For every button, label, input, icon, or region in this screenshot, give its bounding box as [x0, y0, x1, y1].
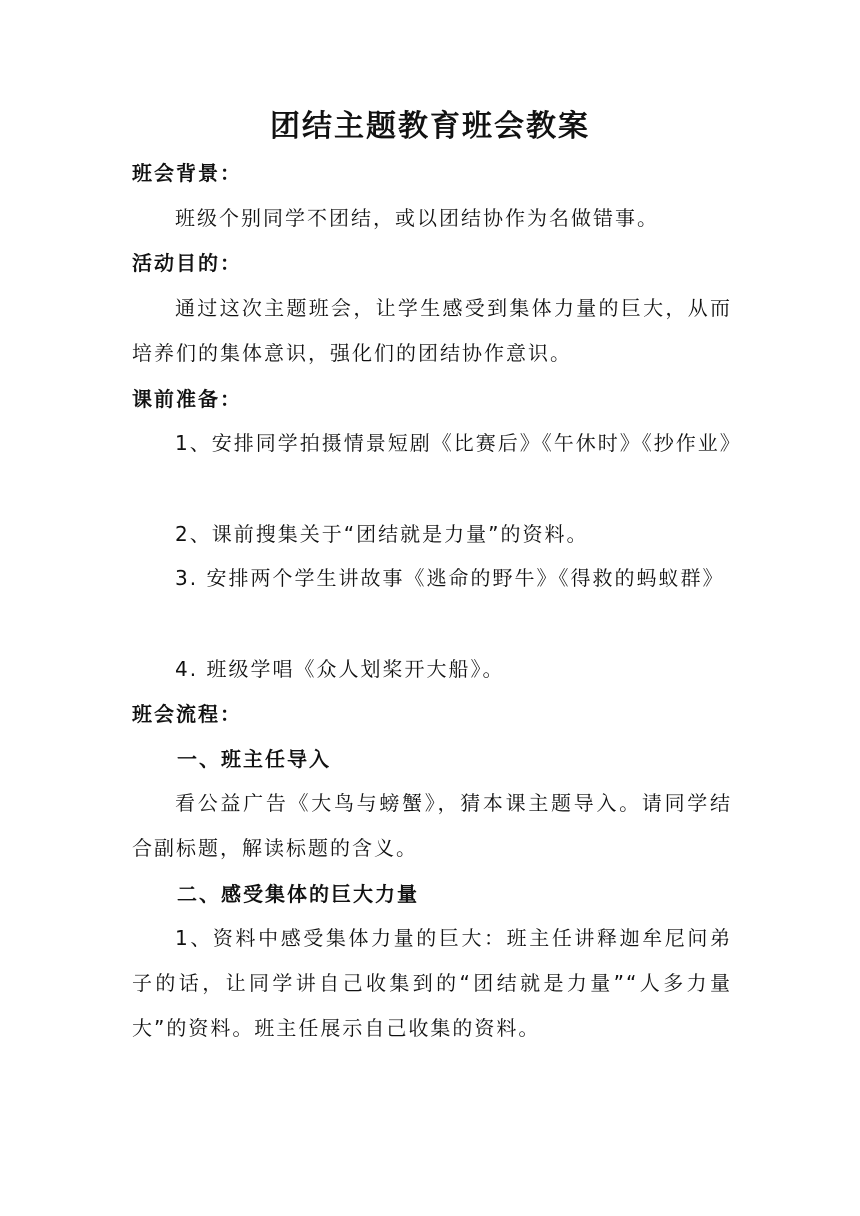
section-heading-background: 班会背景： — [132, 161, 242, 185]
purpose-text: 通过这次主题班会，让学生感受到集体力量的巨大，从而培养们的集体意识，强化们的团结协作意识。 — [132, 296, 732, 365]
document-title: 团结主题教育班会教案 — [270, 109, 590, 144]
process-step-2-title: 二、感受集体的巨大力量 — [177, 882, 419, 906]
section-heading-purpose: 活动目的： — [132, 251, 242, 275]
section-heading-preparation: 课前准备： — [132, 387, 242, 411]
section-heading-process: 班会流程： — [132, 702, 242, 726]
preparation-item-1: 1、安排同学拍摄情景短剧《比赛后》《午休时》《抄作业》 — [175, 431, 742, 455]
preparation-item-2: 2、课前搜集关于“团结就是力量”的资料。 — [175, 522, 589, 546]
process-step-1-title: 一、班主任导入 — [177, 747, 331, 771]
preparation-item-3: 3. 安排两个学生讲故事《逃命的野牛》《得救的蚂蚁群》 — [175, 566, 725, 590]
preparation-item-4: 4. 班级学唱《众人划桨开大船》。 — [175, 657, 505, 681]
process-step-1-text: 看公益广告《大鸟与螃蟹》，猜本课主题导入。请同学结合副标题，解读标题的含义。 — [132, 791, 732, 860]
process-step-2-text: 1、资料中感受集体力量的巨大：班主任讲释迦牟尼问弟子的话，让同学讲自己收集到的“团结就是力量”“人多力量大”的资料。班主任展示自己收集的资料。 — [132, 926, 732, 1040]
background-text: 班级个别同学不团结，或以团结协作为名做错事。 — [175, 206, 659, 230]
